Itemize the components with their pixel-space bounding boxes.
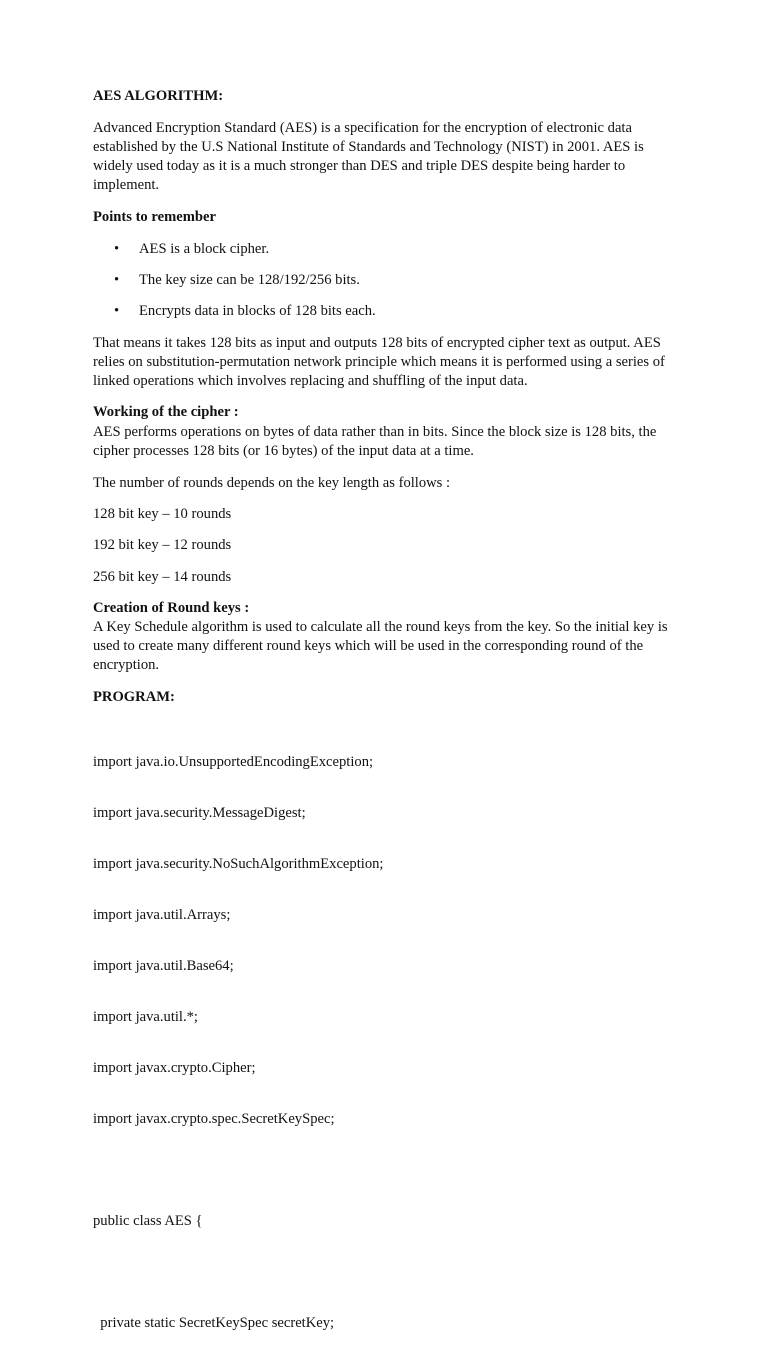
- rounds-item: 256 bit key – 14 rounds: [93, 569, 232, 585]
- rounds-item: 192 bit key – 12 rounds: [93, 537, 232, 553]
- code-line: import java.io.UnsupportedEncodingException;: [93, 754, 374, 770]
- intro-paragraph: Advanced Encryption Standard (AES) is a specification for the encryption of electronic data established by the U.S National Institute of Standards and Technology (NIST) in 2001. AES is widely used today as it is a much stronger than DES and triple DES despite being harder to implement.: [93, 120, 644, 193]
- round-keys-paragraph: A Key Schedule algorithm is used to calculate all the round keys from the key. So the initial key is used to create many different round keys which will be used in the corresponding round of the encryption.: [93, 619, 668, 673]
- list-item-text: Encrypts data in blocks of 128 bits each.: [139, 303, 376, 319]
- rounds-item: 128 bit key – 10 rounds: [93, 506, 232, 522]
- code-line: import java.util.*;: [93, 1009, 198, 1025]
- code-line: import java.util.Base64;: [93, 958, 234, 974]
- working-heading: Working of the cipher :: [93, 404, 239, 420]
- code-line: [93, 1162, 683, 1179]
- code-line: private static SecretKeySpec secretKey;: [93, 1315, 335, 1331]
- round-keys-heading: Creation of Round keys :: [93, 600, 250, 616]
- page-title: AES ALGORITHM:: [93, 88, 224, 104]
- working-paragraph: AES performs operations on bytes of data rather than in bits. Since the block size is 128 bits, the cipher processes 128 bits (or 16 bytes) of the input data at a time.: [93, 424, 657, 459]
- bullet-icon: •: [114, 241, 120, 257]
- code-line: import javax.crypto.Cipher;: [93, 1060, 256, 1076]
- rounds-intro: The number of rounds depends on the key length as follows :: [93, 475, 451, 491]
- code-line: import java.security.MessageDigest;: [93, 805, 306, 821]
- code-line: import java.util.Arrays;: [93, 907, 231, 923]
- list-item-text: The key size can be 128/192/256 bits.: [139, 272, 360, 288]
- bullet-icon: •: [114, 303, 120, 319]
- points-heading: Points to remember: [93, 209, 216, 225]
- bullet-icon: •: [114, 272, 120, 288]
- code-block: [93, 720, 683, 1366]
- program-heading: PROGRAM:: [93, 689, 175, 705]
- means-paragraph: That means it takes 128 bits as input and outputs 128 bits of encrypted cipher text as output. AES relies on substitution-permutation network principle which means it is performed using a series of linked operations which involves replacing and shuffling of the input data.: [93, 335, 665, 389]
- code-line: public class AES {: [93, 1213, 203, 1229]
- code-line: [93, 1264, 683, 1281]
- code-line: import javax.crypto.spec.SecretKeySpec;: [93, 1111, 335, 1127]
- code-line: import java.security.NoSuchAlgorithmException;: [93, 856, 384, 872]
- list-item-text: AES is a block cipher.: [139, 241, 270, 257]
